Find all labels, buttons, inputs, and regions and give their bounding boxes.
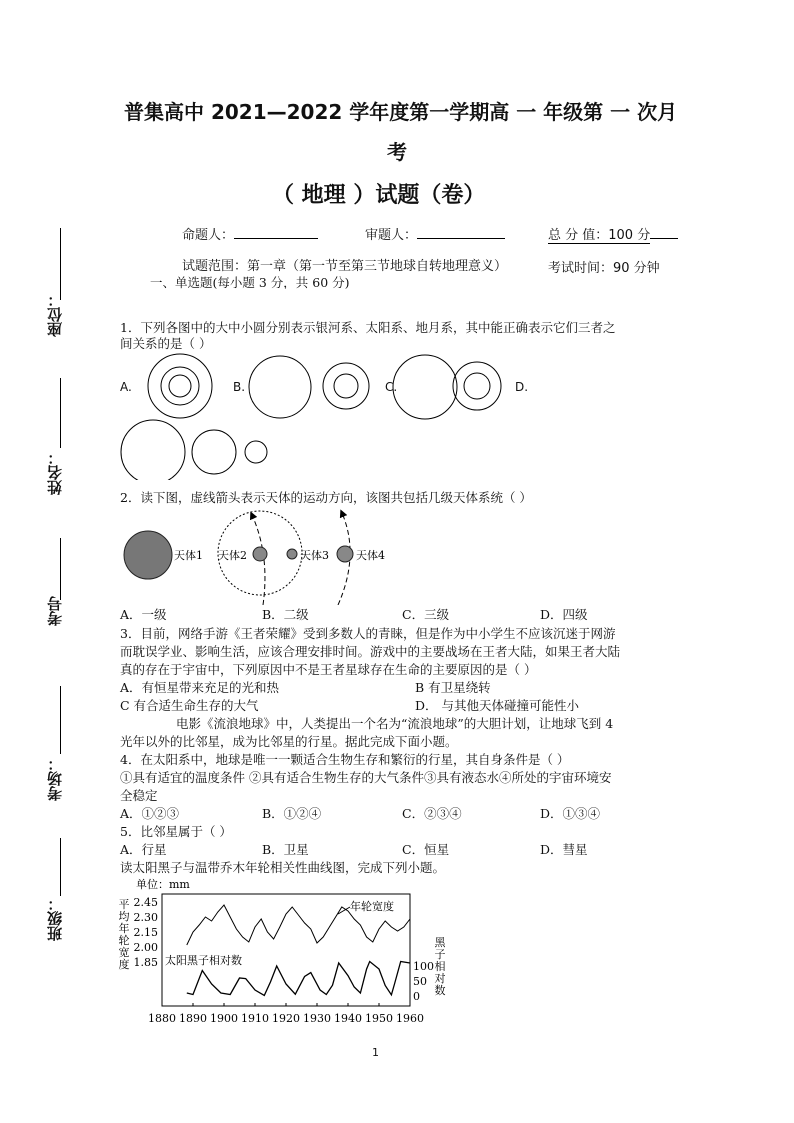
q4-option-a[interactable]: A．①②③ [120,806,180,821]
q3-option-c[interactable]: C 有合适生命生存的大气 [120,698,259,713]
q3-text-line2: 而耽误学业、影响生活，应该合理安排时间。游戏中的主要战场在王者大陆，如果王者大陆 [120,644,621,659]
y-left-title-char: 年 [118,922,130,935]
body-label-2: 天体2 [218,549,247,562]
q2-option-c[interactable]: C．三级 [402,607,450,622]
x-tick-label: 1880 [148,1012,176,1025]
celestial-body-4 [337,546,353,562]
q5-option-b[interactable]: B．卫星 [262,842,309,857]
y-right-title-char: 相 [434,960,446,973]
chart-unit-label: 单位：mm [136,878,190,891]
q5-text: 5．比邻星属于（ ） [120,824,232,839]
q1-option-a-label[interactable]: A. [120,380,132,394]
body-label-1: 天体1 [174,549,203,562]
binding-line [60,686,61,754]
passage1-line1: 电影《流浪地球》中，人类提出一个名为“流浪地球”的大胆计划，让地球飞到 4 [176,716,614,731]
q1-option-c-diagram [393,355,501,419]
y-left-title-char: 轮 [118,934,130,947]
q3-text-line1: 3．目前，网络手游《王者荣耀》受到多数人的青睐，但是作为中小学生不应该沉迷于网游 [120,626,616,641]
q4-option-d[interactable]: D．①③④ [540,806,601,821]
seat-label: 座位： [46,292,64,337]
y-right-tick-label: 50 [413,975,427,988]
q4-option-c[interactable]: C．②③④ [402,806,462,821]
y-left-tick-label: 2.30 [133,911,158,924]
q4-text-line3: 全稳定 [120,788,158,803]
exam-title-line2: 考 [387,140,407,164]
binding-line [60,538,61,600]
y-left-ticks [134,896,159,969]
y-right-ticks [413,960,434,1003]
y-right-tick-label: 0 [413,990,420,1003]
q3-text-line3: 真的存在于宇宙中，下列原因中不是王者星球存在生命的主要原因的是（ ） [120,662,537,677]
q1-option-c-label[interactable]: C. [385,380,398,394]
passage1-line2: 光年以外的比邻星，成为比邻星的行星。据此完成下面小题。 [120,734,458,749]
total-score-label: 总 分 值：100 分 [548,228,651,243]
exam-time: 考试时间：90 分钟 [548,261,660,276]
q1-text-line1: 1．下列各图中的大中小圆分别表示银河系、太阳系、地月系，其中能正确表示它们三者之 [120,320,616,335]
body-label-4: 天体4 [356,549,385,562]
sunspot-treering-chart [110,874,450,1026]
q1-option-b-diagram [249,356,369,418]
q4-text-line1: 4．在太阳系中，地球是唯一一颗适合生物生存和繁衍的行星，其自身条件是（ ） [120,752,570,767]
q1-diagrams [0,0,794,480]
y-right-title-char: 对 [434,972,446,985]
exam-number-label: 考号 [46,596,64,626]
q1-option-d-label[interactable]: D. [515,380,529,394]
y-left-tick-label: 2.15 [133,926,158,939]
q3-option-a[interactable]: A．有恒星带来充足的光和热 [120,680,280,695]
y-left-title-char: 宽 [118,946,130,959]
q1-text-line2: 间关系的是（ ） [120,336,212,351]
q5-option-d[interactable]: D．彗星 [540,842,588,857]
y-right-tick-label: 100 [413,960,434,973]
q1-option-a-diagram [148,354,212,418]
q3-option-b[interactable]: B 有卫星绕转 [415,680,491,695]
y-right-axis-title [435,936,447,997]
x-tick-label: 1900 [210,1012,238,1025]
y-left-title-char: 平 [118,898,130,911]
legend-tree-ring: 年轮宽度 [350,900,394,913]
exam-room-label: 考场： [46,756,64,801]
y-left-tick-label: 2.45 [133,896,158,909]
y-right-title-char: 子 [434,948,446,961]
body-label-3: 天体3 [300,549,329,562]
exam-scope: 试题范围：第一章（第一节至第三节地球自转地理意义） [182,259,508,274]
q2-option-b[interactable]: B．二级 [262,607,309,622]
q1-option-b-label[interactable]: B. [233,380,246,394]
celestial-body-2 [253,547,267,561]
page-number: 1 [372,1046,379,1059]
name-label: 姓名： [46,450,64,495]
binding-line [60,838,61,896]
exam-subtitle: （ 地理 ）试题（卷） [272,183,486,208]
celestial-body-3 [287,549,297,559]
author-label: 命题人： [182,228,235,243]
passage2-text: 读太阳黑子与温带乔木年轮相关性曲线图，完成下列小题。 [120,860,446,875]
class-label: 班级： [46,896,64,941]
y-left-title-char: 均 [118,910,130,923]
legend-sunspot: 太阳黑子相对数 [165,954,242,967]
x-tick-label: 1960 [396,1012,424,1025]
section-heading: 一、单选题(每小题 3 分，共 60 分) [150,276,350,289]
x-tick-label: 1920 [272,1012,300,1025]
q2-text: 2．读下图，虚线箭头表示天体的运动方向，该图共包括几级天体系统（ ） [120,490,532,505]
q2-diagram [110,505,410,605]
y-left-tick-label: 2.00 [133,941,158,954]
exam-title-line1: 普集高中 2021—2022 学年度第一学期高 一 年级第 一 次月 [124,100,678,124]
q5-option-c[interactable]: C．恒星 [402,842,450,857]
q4-option-b[interactable]: B．①②④ [262,806,322,821]
y-left-axis-title [119,898,130,971]
reviewer-label: 审题人： [365,228,418,243]
x-tick-label: 1940 [334,1012,362,1025]
x-tick-label: 1930 [303,1012,331,1025]
q1-option-d-diagram [121,420,267,480]
q5-option-a[interactable]: A．行星 [120,842,167,857]
q4-text-line2: ①具有适宜的温度条件 ②具有适合生物生存的大气条件③具有液态水④所处的宇宙环境安 [120,770,612,785]
y-left-tick-label: 1.85 [133,956,158,969]
y-left-title-char: 度 [118,958,130,971]
y-right-title-char: 数 [434,984,446,997]
celestial-body-1 [124,531,172,579]
q2-option-d[interactable]: D．四级 [540,607,588,622]
y-right-title-char: 黑 [434,936,446,949]
x-tick-label: 1950 [365,1012,393,1025]
q3-option-d[interactable]: D． 与其他天体碰撞可能性小 [415,698,579,713]
x-tick-label: 1890 [179,1012,207,1025]
x-tick-label: 1910 [241,1012,269,1025]
q2-option-a[interactable]: A．一级 [120,607,167,622]
